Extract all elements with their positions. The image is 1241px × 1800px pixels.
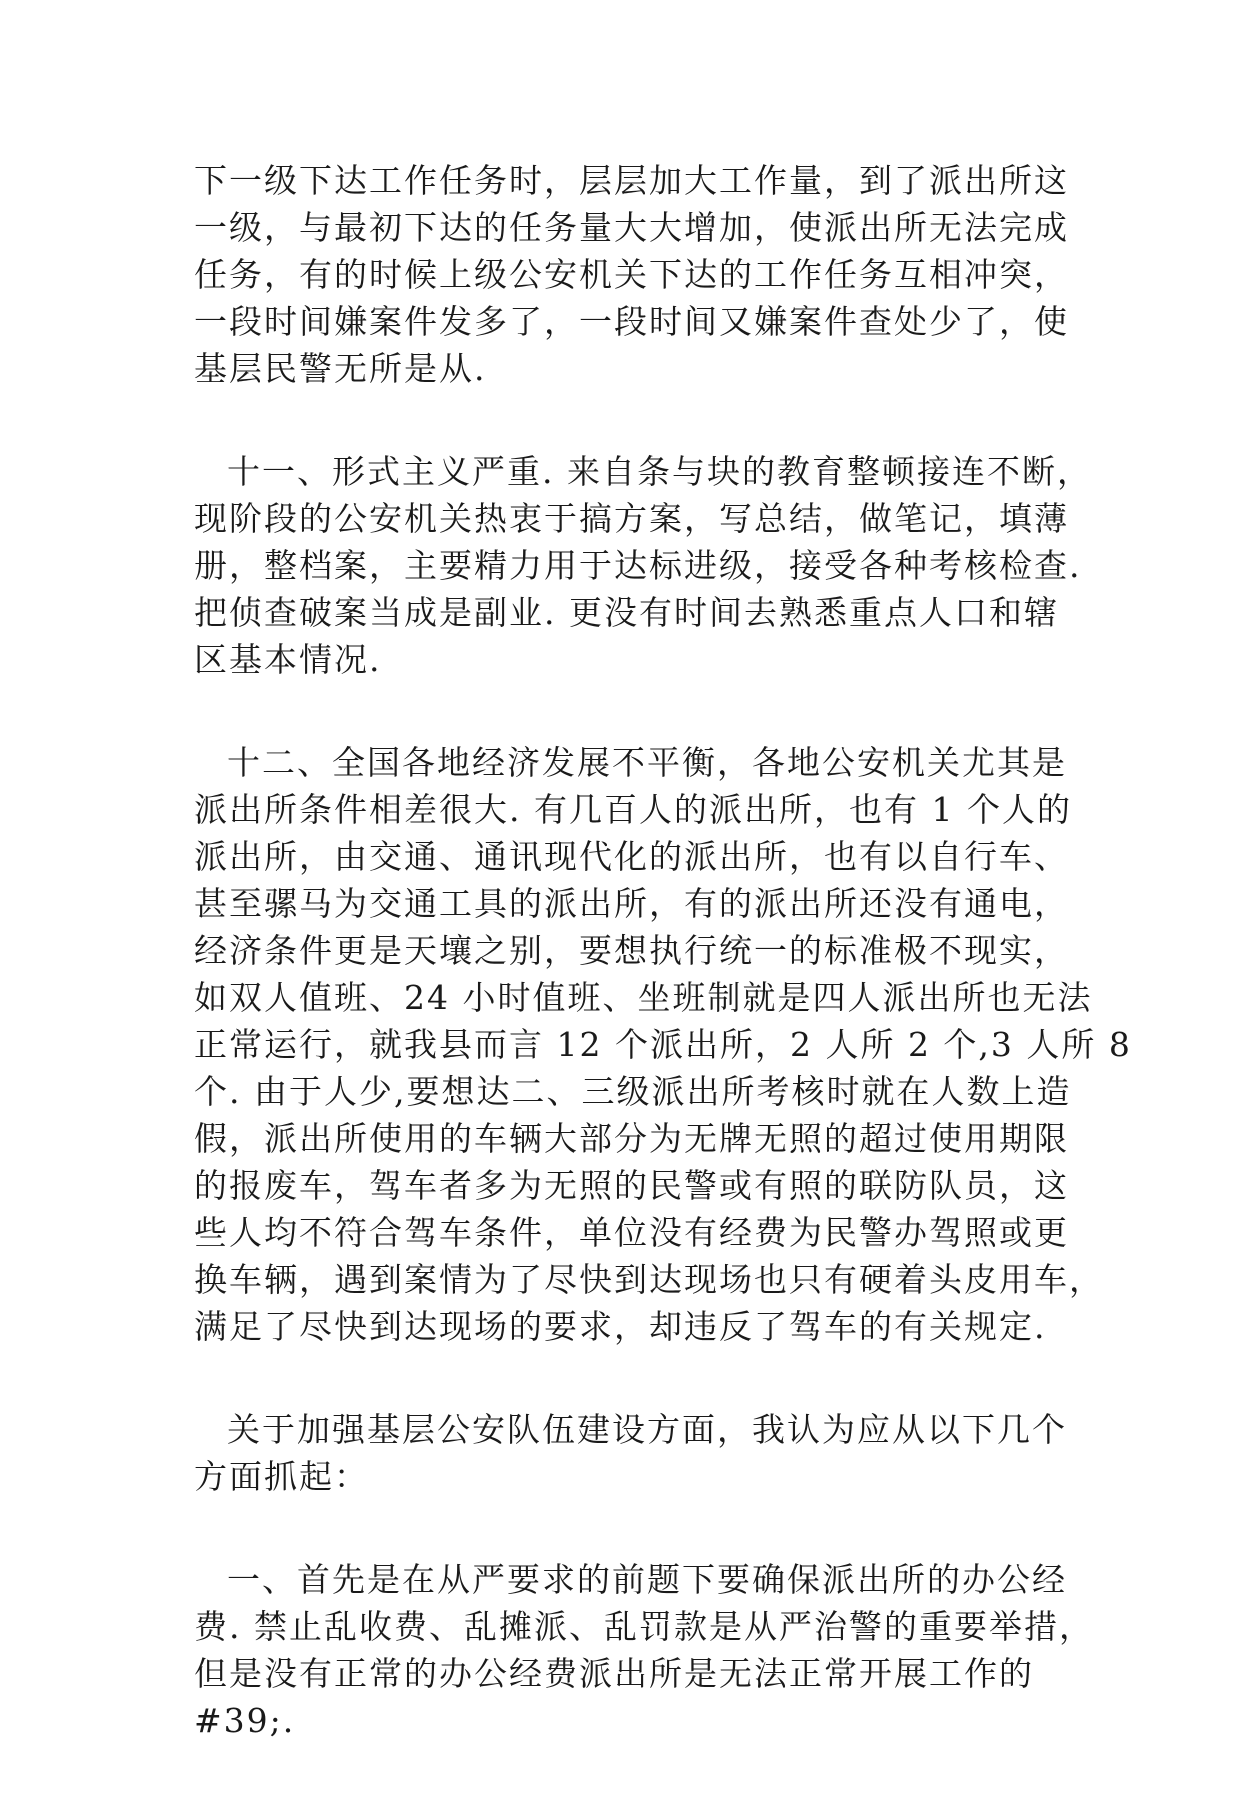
text-line: 一级，与最初下达的任务量大大增加，使派出所无法完成 [194,208,1069,247]
text-line: 但是没有正常的办公经费派出所是无法正常开展工作的 [194,1654,1034,1693]
text-line: 一、首先是在从严要求的前题下要确保派出所的办公经 [227,1560,1067,1599]
text-line: 换车辆，遇到案情为了尽快到达现场也只有硬着头皮用车， [194,1260,1104,1299]
text-line: 册，整档案，主要精力用于达标进级，接受各种考核检查. [194,546,1082,585]
text-line: 费. 禁止乱收费、乱摊派、乱罚款是从严治警的重要举措， [194,1607,1094,1646]
text-line: 现阶段的公安机关热衷于搞方案，写总结，做笔记，填薄 [194,499,1069,538]
text-line: 基层民警无所是从. [194,349,487,388]
text-line: #39;. [194,1701,296,1740]
text-line: 十二、全国各地经济发展不平衡，各地公安机关尤其是 [227,743,1067,782]
paragraph-proposal-intro [194,1406,1067,1500]
paragraph-imbalance [194,739,1132,1350]
text-line: 任务，有的时候上级公安机关下达的工作任务互相冲突， [194,255,1069,294]
text-line: 派出所条件相差很大. 有几百人的派出所，也有 1 个人的 [194,790,1072,829]
text-line: 经济条件更是天壤之别，要想执行统一的标准极不现实， [194,931,1069,970]
text-line: 派出所，由交通、通讯现代化的派出所，也有以自行车、 [194,837,1069,876]
paragraph-formalism [194,448,1092,683]
text-line: 关于加强基层公安队伍建设方面，我认为应从以下几个 [227,1410,1067,1449]
text-line: 些人均不符合驾车条件，单位没有经费为民警办驾照或更 [194,1213,1069,1252]
text-line: 方面抓起： [194,1457,369,1496]
paragraph-funding [194,1556,1094,1744]
text-line: 区基本情况. [194,640,382,679]
text-line: 甚至骡马为交通工具的派出所，有的派出所还没有通电， [194,884,1069,923]
text-line: 的报废车，驾车者多为无照的民警或有照的联防队员，这 [194,1166,1069,1205]
text-line: 一段时间嫌案件发多了，一段时间又嫌案件查处少了，使 [194,302,1069,341]
text-line: 十一、形式主义严重. 来自条与块的教育整顿接连不断， [227,452,1092,491]
text-line: 正常运行，就我县而言 12 个派出所，2 人所 2 个,3 人所 8 [194,1025,1132,1064]
paragraph-workload [194,157,1069,392]
text-line: 满足了尽快到达现场的要求，却违反了驾车的有关规定. [194,1307,1047,1346]
text-line: 假，派出所使用的车辆大部分为无牌无照的超过使用期限 [194,1119,1069,1158]
text-line: 下一级下达工作任务时，层层加大工作量，到了派出所这 [194,161,1069,200]
text-line: 个. 由于人少,要想达二、三级派出所考核时就在人数上造 [194,1072,1072,1111]
text-line: 把侦查破案当成是副业. 更没有时间去熟悉重点人口和辖 [194,593,1059,632]
text-line: 如双人值班、24 小时值班、坐班制就是四人派出所也无法 [194,978,1093,1017]
document-page [194,157,1132,1800]
